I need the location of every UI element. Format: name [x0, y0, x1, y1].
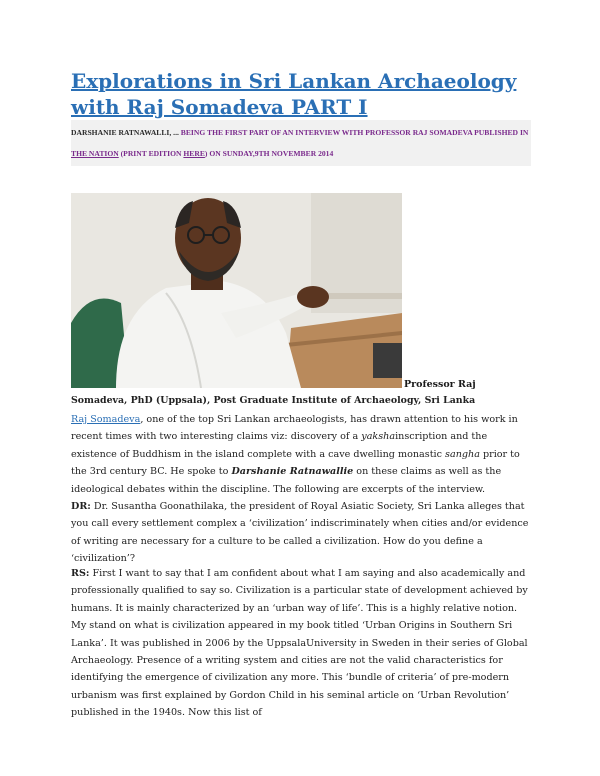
- intro-text-3: prior to the 3rd century BC. He spoke to: [71, 448, 520, 478]
- the-nation-link[interactable]: THE NATION: [71, 149, 119, 158]
- intro-interviewer: Darshanie Ratnawallie: [231, 466, 354, 478]
- byline-author: DARSHANIE RATNAWALLI, ...: [71, 128, 179, 137]
- intro-sangha: sangha: [445, 448, 480, 460]
- article-byline: [71, 120, 531, 166]
- photo-illustration: [71, 193, 402, 388]
- question-text: Dr. Susantha Goonathilaka, the president of Royal Asiatic Society, Sri Lanka alleges that you call every settlement complex a ‘civilization’ indiscriminately when cities and/or evidence of writing are necessary for a culture to be called a civilization. How do you define a ‘civilization’?: [71, 501, 529, 565]
- question-1: [71, 498, 531, 568]
- question-speaker: DR:: [71, 501, 91, 512]
- intro-paragraph: [71, 411, 531, 498]
- intro-text-2: inscription and the existence of Buddhism in the island complete with a cave dwelling monastic: [71, 431, 488, 460]
- intro-text-4: on these claims as well as the ideological debates within the discipline. The following are excerpts of the interview.: [71, 466, 502, 495]
- intro-text-1: , one of the top Sri Lankan archaeologists, has drawn attention to his work in recent times with two interesting claims viz: discovery of a: [71, 414, 518, 443]
- byline-mid: (PRINT EDITION: [118, 149, 184, 158]
- byline-intro: BEING THE FIRST PART OF AN INTERVIEW WITH PROFESSOR RAJ SOMADEVA PUBLISHED IN: [178, 128, 529, 137]
- here-link[interactable]: HERE: [183, 149, 205, 158]
- answer-1: [71, 565, 531, 722]
- answer-text: First I want to say that I am confident about what I am saying and also academically and professionally qualified to say so. Civilization is a particular state of development achieved by humans. It is mainly characterized by an ‘urban way of life’. This is a highly relative notion. My stand on what is civilization appeared in my book titled ‘Urban Origins in Southern Sri Lanka’. It was published in 2006 by the UppsalaUniversity in Sweden in their series of Global Archaeology. Presence of a writing system and cities are not the valid characteristics for identifying the emergence of civilization any more. This ‘bundle of criteria’ of pre-modern urbanism was first explained by Gordon Child in his seminal article on ‘Urban Revolution’ published in the 1940s. Now this list of: [71, 568, 528, 719]
- answer-speaker: RS:: [71, 568, 90, 579]
- photo-caption-start: Professor Raj: [404, 379, 476, 390]
- photo-caption-rest: Somadeva, PhD (Uppsala), Post Graduate Institute of Archaeology, Sri Lanka: [71, 395, 476, 406]
- intro-yaksha: yaksha: [361, 431, 396, 443]
- article-title[interactable]: Explorations in Sri Lankan Archaeology with Raj Somadeva PART I: [71, 69, 517, 119]
- raj-somadeva-link[interactable]: Raj Somadeva: [71, 414, 141, 425]
- professor-photo: [71, 193, 402, 388]
- byline-end: ) ON SUNDAY,9TH NOVEMBER 2014: [204, 149, 334, 158]
